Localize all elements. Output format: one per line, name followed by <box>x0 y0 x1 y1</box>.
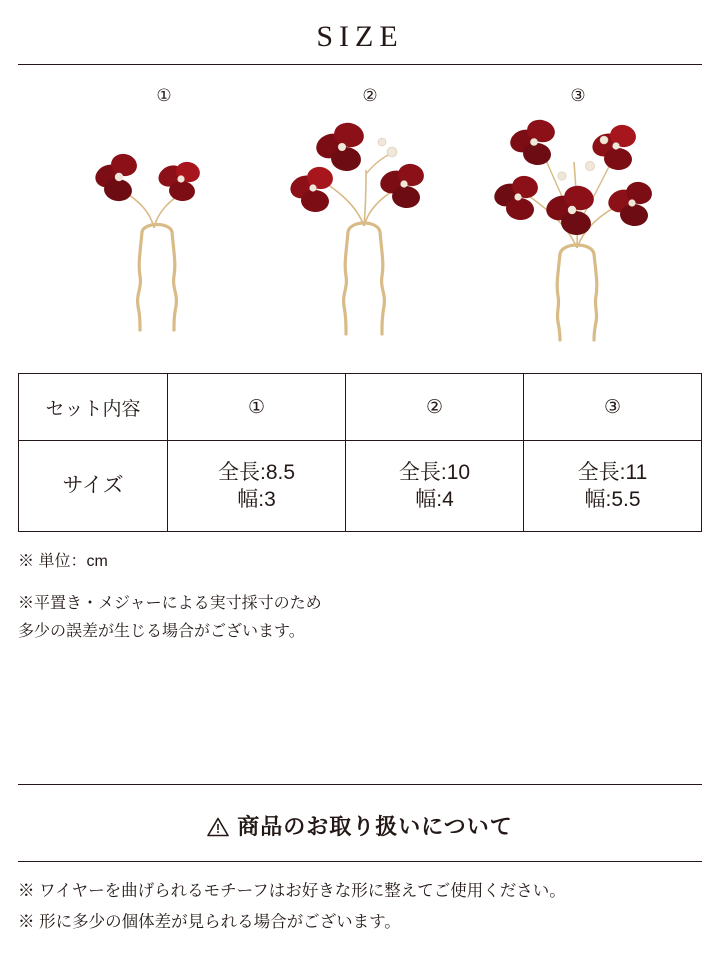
care-note-2: ※ 形に多少の個体差が見られる場合がございます。 <box>18 913 401 932</box>
note-unit: ※ 単位：cm <box>18 553 108 570</box>
care-section <box>0 784 720 939</box>
table-cell-size-3 <box>524 441 702 532</box>
figure-2-art <box>270 104 470 354</box>
table-row <box>19 374 702 441</box>
size-3-width: 幅:5.5 <box>584 488 641 511</box>
figure-2-number: ② <box>362 86 378 105</box>
figure-3-art <box>478 104 678 354</box>
care-notes <box>18 876 702 939</box>
care-divider <box>18 861 702 862</box>
page-title: SIZE <box>316 20 404 53</box>
table-cell-size-2 <box>346 441 524 532</box>
size-2-width: 幅:4 <box>415 488 454 511</box>
size-3-length: 全長:11 <box>577 460 648 484</box>
table-header-size: サイズ <box>19 441 168 532</box>
figure-3 <box>478 65 678 354</box>
figure-1 <box>64 65 264 354</box>
size-notes <box>18 548 702 646</box>
figure-1-number: ① <box>156 86 172 105</box>
table-row <box>19 441 702 532</box>
table-header-set-contents: セット内容 <box>19 374 168 441</box>
size-1-length: 全長:8.5 <box>217 460 296 484</box>
table-header-item-3: ③ <box>524 374 702 441</box>
figure-2 <box>270 65 470 354</box>
care-title-text: 商品のお取り扱いについて <box>237 814 513 839</box>
figure-1-art <box>64 104 264 354</box>
care-top-divider <box>18 784 702 785</box>
care-note-1: ※ ワイヤーを曲げられるモチーフはお好きな形に整えてご使用ください。 <box>18 882 566 900</box>
size-1-width: 幅:3 <box>237 488 276 511</box>
note-measure-line2: 多少の誤差が生じる場合がございます。 <box>18 623 305 640</box>
table-header-item-2: ② <box>346 374 524 441</box>
table-cell-size-1 <box>168 441 346 532</box>
care-title-row <box>0 784 720 843</box>
hair-pin-3-illustration <box>478 104 688 344</box>
table-header-item-1: ① <box>168 374 346 441</box>
figure-3-number: ③ <box>570 86 586 105</box>
product-figures <box>18 65 702 365</box>
warning-triangle-icon <box>207 817 229 843</box>
size-table <box>18 373 702 532</box>
hair-pin-2-illustration <box>270 104 470 339</box>
note-measure-line1: ※平置き・メジャーによる実寸採寸のため <box>18 595 322 612</box>
hair-pin-1-illustration <box>74 104 254 334</box>
size-2-length: 全長:10 <box>398 460 471 484</box>
